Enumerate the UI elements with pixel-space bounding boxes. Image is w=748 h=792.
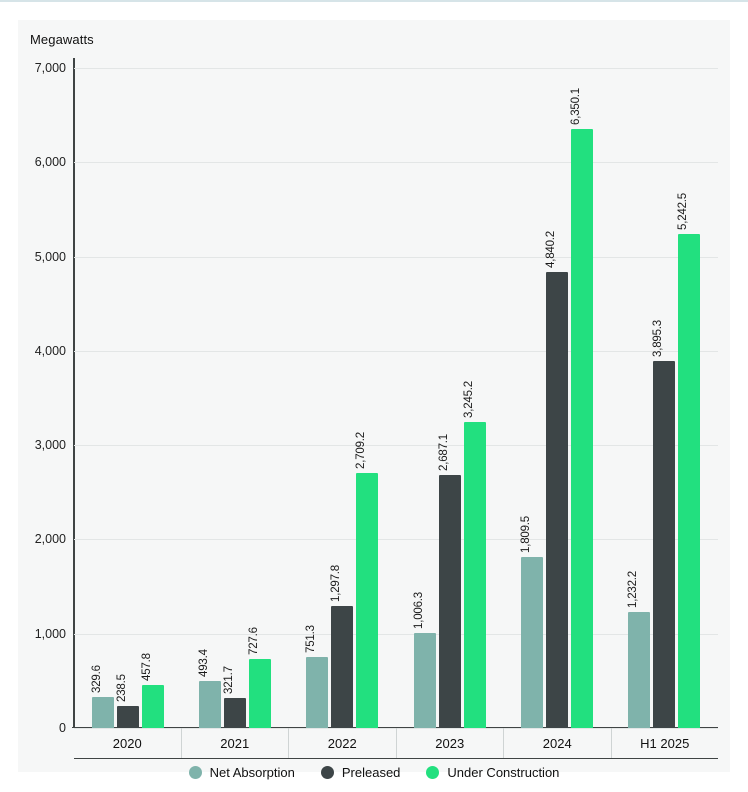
y-axis-tick: 4,000: [34, 343, 66, 358]
x-axis-category-label: 2023: [397, 728, 505, 758]
y-axis-tick: 3,000: [34, 438, 66, 453]
bar[interactable]: [437, 433, 461, 728]
bar[interactable]: [247, 627, 271, 728]
bar-group: [289, 68, 396, 728]
legend-item[interactable]: [426, 765, 559, 780]
chart-legend: [18, 765, 730, 780]
bar-value-label: 3,895.3: [652, 319, 665, 357]
legend-label: Preleased: [341, 765, 401, 780]
legend-swatch: [426, 766, 439, 779]
bar-value-label: 1,809.5: [519, 516, 532, 554]
bar[interactable]: [627, 570, 650, 728]
bar[interactable]: [569, 88, 593, 728]
x-axis-category-label: 2020: [74, 728, 182, 758]
bar[interactable]: [330, 564, 353, 728]
y-axis-title: Megawatts: [30, 32, 94, 47]
plot-area: [34, 61, 718, 735]
bar[interactable]: [677, 192, 700, 728]
y-axis-tick: 0: [59, 721, 66, 735]
bar-value-label: 727.6: [247, 627, 260, 656]
bar-value-label: 493.4: [197, 649, 210, 678]
bar-value-label: 1,232.2: [627, 570, 640, 608]
bar[interactable]: [412, 592, 436, 728]
x-axis-category-label: H1 2025: [640, 735, 690, 751]
bar[interactable]: [519, 516, 543, 728]
bar-group: [181, 68, 288, 728]
bar[interactable]: [544, 230, 568, 728]
bar[interactable]: [305, 625, 328, 728]
bar-group: [74, 68, 181, 728]
legend-item[interactable]: [321, 765, 401, 780]
bar-value-label: 5,242.5: [677, 192, 690, 230]
bar-group: [611, 68, 718, 728]
x-axis-category-label: 2022: [289, 728, 397, 758]
bar-value-label: 2,687.1: [437, 433, 450, 471]
y-axis-tick: 6,000: [34, 155, 66, 170]
bar-value-label: 238.5: [115, 673, 128, 702]
bar[interactable]: [355, 431, 378, 728]
x-axis-category-label: 2024: [504, 728, 612, 758]
bar-value-label: 2,709.2: [355, 431, 368, 469]
bar-value-label: 457.8: [140, 653, 153, 681]
bar-value-label: 3,245.2: [462, 381, 475, 419]
bar[interactable]: [652, 319, 675, 728]
bar-value-label: 1,006.3: [412, 592, 425, 630]
bar-value-label: 751.3: [305, 625, 318, 654]
chart-panel: [18, 20, 730, 780]
legend-item[interactable]: [189, 765, 295, 780]
bar[interactable]: [462, 381, 486, 728]
bar-group: [503, 68, 610, 728]
bar-value-label: 1,297.8: [330, 564, 343, 602]
legend-swatch: [321, 766, 334, 779]
bar[interactable]: [222, 665, 246, 728]
y-axis-tick: 5,000: [34, 249, 66, 264]
bar-value-label: 6,350.1: [569, 88, 582, 126]
bar[interactable]: [140, 653, 164, 728]
x-axis-categories: [74, 728, 718, 759]
bar-value-label: 321.7: [222, 665, 235, 694]
y-axis-tick: 2,000: [34, 532, 66, 547]
bar[interactable]: [115, 673, 139, 728]
bar[interactable]: [90, 665, 114, 728]
bar-groups: [74, 68, 718, 728]
bar-value-label: 329.6: [90, 665, 103, 693]
legend-label: Under Construction: [447, 765, 560, 780]
y-axis-tick: 7,000: [34, 61, 66, 75]
bar-value-label: 4,840.2: [544, 230, 557, 268]
legend-swatch: [189, 766, 202, 779]
legend-label: Net Absorption: [209, 765, 295, 780]
top-divider: [0, 0, 748, 5]
x-axis-category-label: 2021: [182, 728, 290, 758]
bar[interactable]: [197, 649, 221, 728]
bar-group: [396, 68, 503, 728]
y-axis-tick: 1,000: [34, 626, 66, 641]
